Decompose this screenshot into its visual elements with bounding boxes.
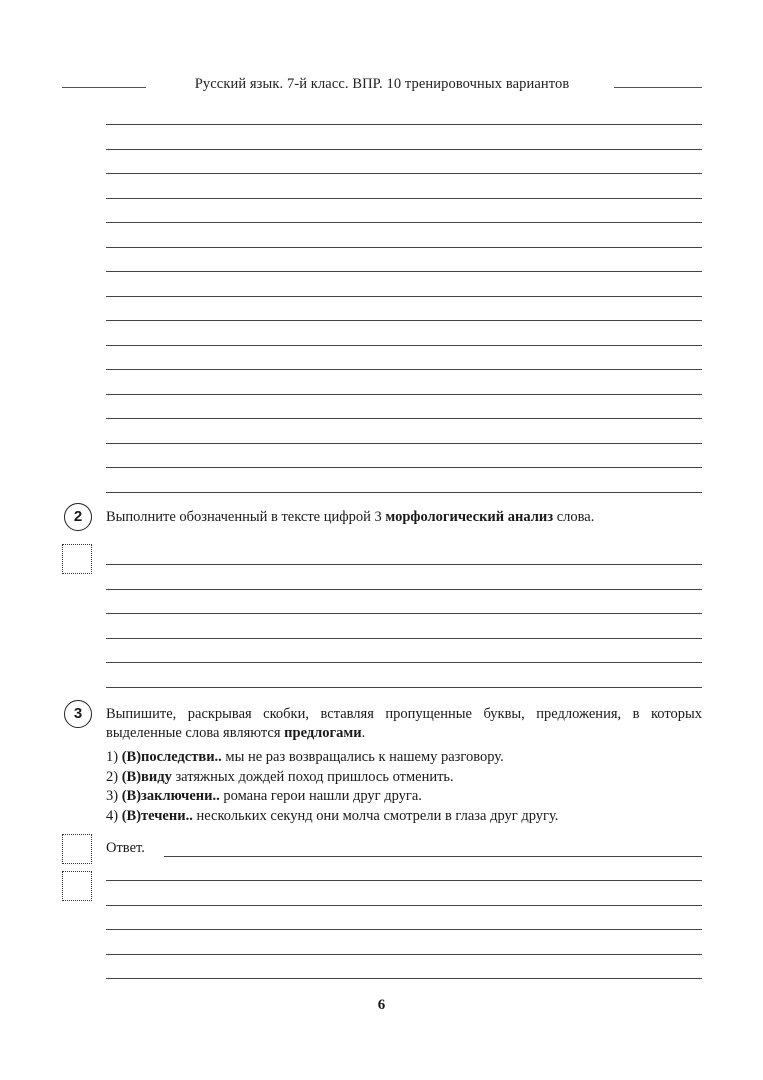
task3-option-4	[106, 807, 702, 827]
option-text: нескольких секунд они молча смотрели в глаза друг другу.	[192, 807, 559, 824]
option-highlighted-word: (В)виду	[121, 768, 172, 785]
task3-option-3	[106, 787, 702, 807]
writing-line	[106, 492, 702, 493]
task1-writing-lines[interactable]	[106, 124, 702, 493]
option-number: 2)	[106, 768, 119, 785]
writing-line	[106, 880, 702, 881]
task3-score-box-2[interactable]	[62, 871, 92, 901]
option-text: романа герои нашли друг друга.	[219, 788, 422, 804]
page-number: 6	[377, 997, 386, 1013]
writing-line	[106, 929, 702, 930]
task3-instruction	[106, 705, 702, 743]
writing-line	[106, 320, 702, 321]
task2-number-badge: 2	[64, 503, 92, 531]
writing-line	[106, 613, 702, 614]
header-rule-right	[614, 87, 702, 88]
writing-line	[106, 687, 702, 688]
task2-text-start: Выполните обозначенный в тексте цифрой 3	[106, 509, 386, 525]
answer-input-line[interactable]	[164, 856, 702, 857]
writing-line	[106, 978, 702, 979]
task2-answer-lines[interactable]	[106, 564, 702, 688]
writing-line	[106, 905, 702, 906]
writing-line	[106, 296, 702, 297]
option-text: затяжных дождей поход пришлось отменить.	[171, 768, 454, 785]
writing-line	[106, 173, 702, 174]
task3-options	[106, 748, 702, 826]
task3-text-start: Выпишите, раскрывая скобки, вставляя пропущенные буквы, предложения, в которых выделенные слова являются	[106, 706, 702, 741]
writing-line	[106, 443, 702, 444]
task3-option-2	[106, 768, 702, 788]
writing-line	[106, 638, 702, 639]
writing-line	[106, 564, 702, 565]
task3-text-bold: предлогами	[284, 725, 362, 741]
writing-line	[106, 149, 702, 150]
task2-text-bold: морфологический анализ	[385, 509, 554, 525]
task2-instruction	[106, 508, 702, 527]
writing-line	[106, 467, 702, 468]
writing-line	[106, 247, 702, 248]
writing-line	[106, 589, 702, 590]
writing-line	[106, 394, 702, 395]
writing-line	[106, 222, 702, 223]
writing-line	[106, 369, 702, 370]
writing-line	[106, 662, 702, 663]
task3-answer-row	[106, 840, 702, 860]
task3-number-badge: 3	[64, 700, 92, 728]
option-number: 3)	[106, 788, 119, 804]
writing-line	[106, 198, 702, 199]
writing-line	[106, 418, 702, 419]
option-number: 1)	[106, 749, 119, 765]
option-highlighted-word: (В)заключени..	[121, 788, 220, 804]
header-title: Русский язык. 7-й класс. ВПР. 10 тренировочных вариантов	[194, 76, 570, 92]
writing-line	[106, 954, 702, 955]
option-text: мы не раз возвращались к нашему разговору.	[221, 749, 504, 765]
writing-line	[106, 271, 702, 272]
writing-line	[106, 124, 702, 125]
task3-text-end: .	[361, 725, 366, 741]
task3-score-box-1[interactable]	[62, 834, 92, 864]
task2-text-end: слова.	[553, 509, 595, 525]
option-number: 4)	[106, 807, 119, 824]
task3-answer-lines[interactable]	[106, 880, 702, 979]
task3-option-1	[106, 748, 702, 768]
writing-line	[106, 345, 702, 346]
answer-label: Ответ.	[106, 840, 145, 856]
option-highlighted-word: (В)течени..	[121, 807, 193, 824]
option-highlighted-word: (В)последстви..	[121, 749, 222, 765]
task2-score-box[interactable]	[62, 544, 92, 574]
page-header	[62, 76, 702, 98]
